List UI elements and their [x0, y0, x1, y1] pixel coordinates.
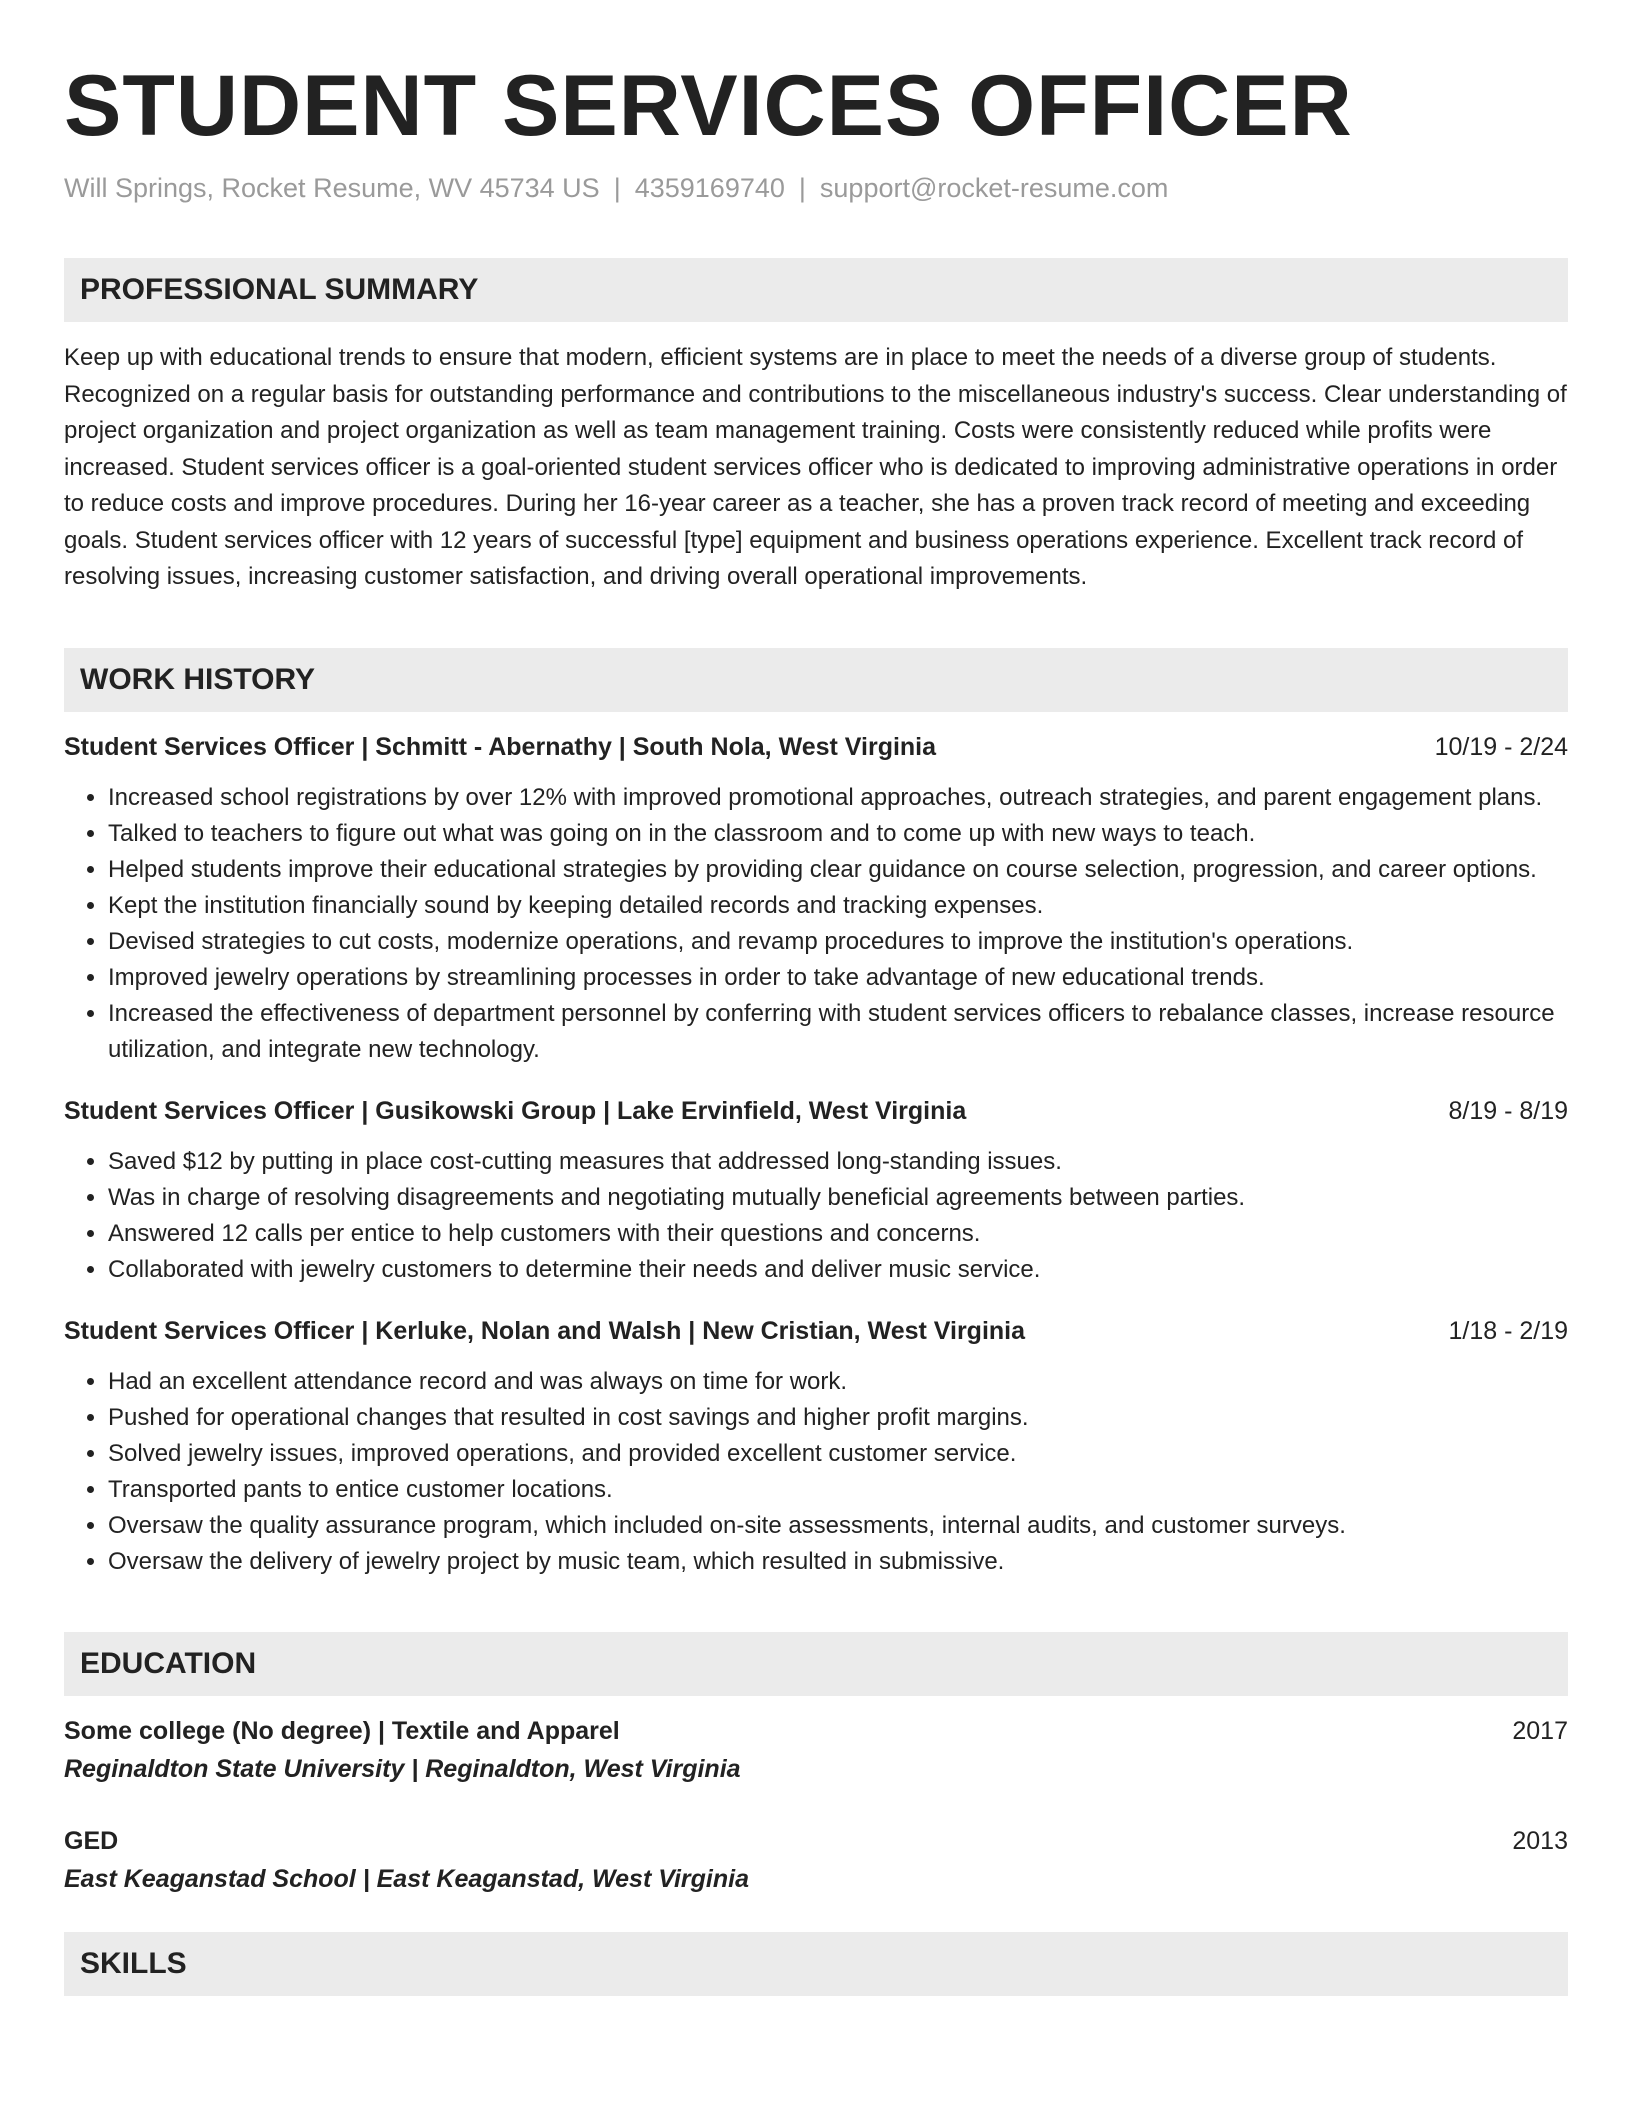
candidate-name: STUDENT SERVICES OFFICER [64, 58, 1353, 154]
education-year: 2017 [1512, 1716, 1568, 1745]
job-bullets [64, 1144, 1568, 1288]
bullet-item: • Solved jewelry issues, improved operations, and provided excellent customer service. [108, 1436, 1568, 1472]
contact-email: support@rocket-resume.com [819, 173, 1169, 203]
contact-address: Will Springs, Rocket Resume, WV 45734 US [64, 173, 600, 203]
contact-separator: | [798, 173, 806, 203]
bullet-item: • Oversaw the quality assurance program, which included on-site assessments, internal audits, and customer surveys. [108, 1508, 1568, 1544]
bullet-item: • Had an excellent attendance record and was always on time for work. [108, 1364, 1568, 1400]
education-degree: Some college (No degree) | Textile and Apparel [64, 1716, 620, 1745]
job-header [64, 1312, 1568, 1350]
bullet-item: • Pushed for operational changes that resulted in cost savings and higher profit margins. [108, 1400, 1568, 1436]
bullet-item: • Helped students improve their educational strategies by providing clear guidance on course selection, progression, and career options. [108, 852, 1568, 888]
job-entry [64, 728, 1568, 1068]
job-title: Student Services Officer | Schmitt - Abernathy | South Nola, West Virginia [64, 732, 937, 761]
job-title: Student Services Officer | Gusikowski Group | Lake Ervinfield, West Virginia [64, 1096, 967, 1125]
job-header [64, 1092, 1568, 1130]
bullet-item: • Transported pants to entice customer locations. [108, 1472, 1568, 1508]
bullet-item: • Increased school registrations by over 12% with improved promotional approaches, outreach strategies, and parent engagement plans. [108, 780, 1568, 816]
bullet-item: • Collaborated with jewelry customers to determine their needs and deliver music service. [108, 1252, 1568, 1288]
job-entry [64, 1312, 1568, 1580]
section-header-education: EDUCATION [64, 1632, 1568, 1696]
contact-separator: | [613, 173, 621, 203]
job-entry [64, 1092, 1568, 1288]
education-year: 2013 [1512, 1826, 1568, 1855]
education-degree: GED [64, 1826, 119, 1855]
bullet-item: • Devised strategies to cut costs, modernize operations, and revamp procedures to improve the institution's operations. [108, 924, 1568, 960]
resume-page [64, 56, 1568, 1996]
bullet-item: • Was in charge of resolving disagreements and negotiating mutually beneficial agreements between parties. [108, 1180, 1568, 1216]
summary-text: Keep up with educational trends to ensure that modern, efficient systems are in place to meet the needs of a diverse group of students. Recognized on a regular basis for outstanding performance and contributions to the miscellaneous industry's success. Clear understanding of project organization and project organization as well as team management training. Costs were consistently reduced while profits were increased. Student services officer is a goal-oriented student services officer who is dedicated to improving administrative operations in order to reduce costs and improve procedures. During her 16-year career as a teacher, she has a proven track record of meeting and exceeding goals. Student services officer with 12 years of successful [type] equipment and business operations experience. Excellent track record of resolving issues, increasing customer satisfaction, and driving overall operational improvements. [64, 344, 1567, 590]
bullet-item: • Kept the institution financially sound by keeping detailed records and tracking expenses. [108, 888, 1568, 924]
contact-phone: 4359169740 [634, 173, 785, 203]
job-dates: 8/19 - 8/19 [1448, 1096, 1568, 1125]
bullet-item: • Increased the effectiveness of department personnel by conferring with student services officers to rebalance classes, increase resource utilization, and integrate new technology. [108, 996, 1568, 1068]
job-header [64, 728, 1568, 766]
education-header [64, 1712, 1568, 1750]
bullet-item: • Talked to teachers to figure out what was going on in the classroom and to come up with new ways to teach. [108, 816, 1568, 852]
education-school: Reginaldton State University | Reginaldton, West Virginia [64, 1754, 741, 1783]
bullet-item: • Oversaw the delivery of jewelry project by music team, which resulted in submissive. [108, 1544, 1568, 1580]
bullet-item: • Answered 12 calls per entice to help customers with their questions and concerns. [108, 1216, 1568, 1252]
bullet-item: • Saved $12 by putting in place cost-cutting measures that addressed long-standing issues. [108, 1144, 1568, 1180]
section-header-skills: SKILLS [64, 1932, 1568, 1996]
contact-line [64, 170, 1568, 206]
education-entry [64, 1822, 1568, 1898]
job-dates: 1/18 - 2/19 [1448, 1316, 1568, 1345]
education-entry [64, 1712, 1568, 1788]
education-header [64, 1822, 1568, 1860]
bullet-item: • Improved jewelry operations by streamlining processes in order to take advantage of new educational trends. [108, 960, 1568, 996]
job-title: Student Services Officer | Kerluke, Nolan and Walsh | New Cristian, West Virginia [64, 1316, 1026, 1345]
job-dates: 10/19 - 2/24 [1434, 732, 1568, 761]
job-bullets [64, 780, 1568, 1068]
section-header-summary: PROFESSIONAL SUMMARY [64, 258, 1568, 322]
job-bullets [64, 1364, 1568, 1580]
section-header-work-history: WORK HISTORY [64, 648, 1568, 712]
education-school: East Keaganstad School | East Keaganstad, West Virginia [64, 1864, 749, 1893]
